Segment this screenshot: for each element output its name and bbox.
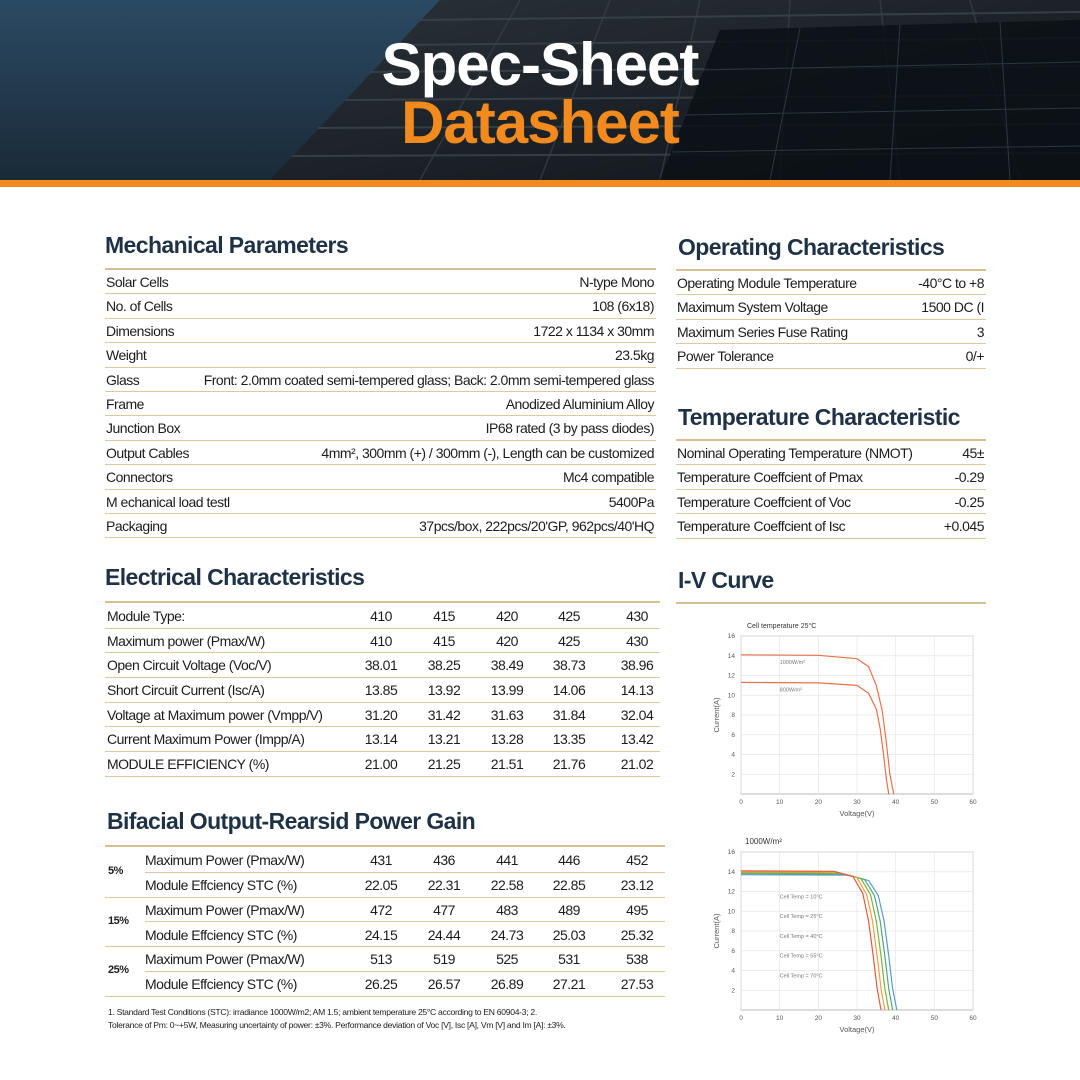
chart-title: Cell temperature 25°C (747, 623, 817, 630)
bifacial-gain: 15% (108, 914, 129, 927)
bifacial-label: Module Effciency STC (%) (145, 877, 297, 893)
mechanical-value: Mc4 compatible (562, 469, 654, 486)
title-line-1: Spec-Sheet (381, 31, 699, 98)
mechanical-value: IP68 rated (3 by pass diodes) (485, 420, 654, 437)
electrical-cell: 430 (626, 632, 648, 649)
bifacial-cell: 24.15 (364, 926, 398, 943)
bifacial-cell: 22.85 (552, 877, 586, 893)
bifacial-row (145, 947, 665, 972)
electrical-cell: 13.92 (427, 682, 461, 699)
mechanical-label: Junction Box (106, 420, 181, 437)
bifacial-cell: 472 (370, 901, 392, 918)
footnote-line-1: 1. Standard Test Conditions (STC): irradiance 1000W/m2; AM 1.5; ambient temperature 25°C according to EN 60904-3; 2. (108, 1007, 537, 1017)
bifacial-gain: 25% (108, 964, 129, 976)
operating-title-clip (676, 230, 986, 270)
y-tick-label: 10 (727, 908, 735, 916)
bifacial-cell: 452 (626, 852, 648, 868)
electrical-cell: 420 (496, 608, 518, 624)
mechanical-value: 23.5kg (614, 347, 654, 364)
bifacial-cell: 538 (626, 951, 648, 967)
bifacial-cell: 22.58 (490, 877, 524, 893)
series-label: Cell Temp = 25°C (779, 914, 823, 921)
electrical-row (105, 703, 660, 728)
electrical-cell: 13.42 (620, 731, 654, 748)
mechanical-value: N-type Mono (579, 274, 654, 290)
y-tick-label: 10 (727, 692, 735, 700)
bifacial-label: Module Effciency STC (%) (145, 926, 297, 943)
electrical-cell: 415 (433, 632, 455, 649)
y-tick-label: 4 (731, 751, 735, 759)
bifacial-cell: 26.89 (490, 976, 524, 992)
mechanical-value: Anodized Aluminium Alloy (505, 395, 654, 412)
electrical-row (105, 727, 660, 752)
temperature-row (676, 465, 986, 489)
mechanical-label: Weight (106, 347, 147, 364)
bifacial-cell: 26.25 (364, 976, 398, 992)
mechanical-value: 4mm², 300mm (+) / 300mm (-), Length can be customized (321, 444, 654, 461)
mechanical-row (105, 392, 656, 416)
bifacial-cell: 25.03 (552, 926, 586, 943)
electrical-cell: 13.85 (364, 682, 398, 699)
electrical-label: Module Type: (107, 608, 185, 624)
bifacial-group (105, 848, 665, 898)
x-axis-label: Voltage(V) (839, 809, 875, 818)
electrical-cell: 425 (558, 608, 580, 624)
temperature-title-clip (676, 400, 986, 440)
series-label: 1000W/m² (779, 659, 806, 666)
x-tick-label: 0 (739, 799, 743, 806)
bifacial-cell: 483 (496, 901, 518, 918)
mechanical-label: Connectors (106, 469, 173, 486)
temperature-clip (676, 441, 986, 541)
operating-table (676, 271, 986, 369)
temperature-label: Temperature Coeffcient of Voc (677, 493, 851, 510)
electrical-label: MODULE EFFICIENCY (%) (107, 756, 269, 773)
y-tick-label: 8 (731, 928, 735, 935)
mechanical-row (105, 514, 656, 538)
operating-value: -40°C to +8 (918, 275, 984, 291)
electrical-cell: 14.13 (620, 682, 654, 699)
electrical-cell: 21.51 (490, 756, 524, 773)
electrical-cell: 13.28 (490, 731, 524, 748)
bifacial-cell: 495 (626, 901, 648, 918)
bifacial-cell: 25.32 (620, 926, 654, 943)
operating-row (676, 320, 986, 344)
operating-label: Power Tolerance (677, 348, 774, 365)
electrical-cell: 13.14 (364, 731, 398, 748)
bifacial-cell: 23.12 (620, 877, 654, 893)
y-tick-label: 16 (727, 633, 735, 640)
bifacial-rule (105, 845, 665, 847)
electrical-cell: 420 (496, 632, 518, 649)
bifacial-row (145, 972, 665, 997)
operating-row (676, 344, 986, 368)
electrical-cell: 21.00 (364, 756, 398, 773)
electrical-cell: 415 (433, 608, 455, 624)
operating-label: Maximum System Voltage (677, 299, 828, 316)
mechanical-value: Front: 2.0mm coated semi-tempered glass; Back: 2.0mm semi-tempered glass (203, 371, 654, 388)
x-tick-label: 20 (814, 1015, 822, 1022)
header-accent-bar (0, 180, 1080, 187)
temperature-row (676, 514, 986, 538)
mechanical-label: M echanical load testl (106, 493, 230, 510)
mechanical-value: 37pcs/box, 222pcs/20'GP, 962pcs/40'HQ (419, 517, 654, 534)
bifacial-cell: 27.53 (620, 976, 654, 992)
mechanical-label: Solar Cells (106, 274, 169, 290)
electrical-cell: 13.35 (552, 731, 586, 748)
iv-chart-temperature (705, 830, 985, 1036)
temperature-table (676, 441, 986, 539)
bifacial-cell: 477 (433, 901, 455, 918)
series-label: Cell Temp = 55°C (779, 953, 823, 960)
series-label: Cell Temp = 40°C (779, 933, 823, 940)
electrical-label: Current Maximum Power (Impp/A) (107, 731, 305, 748)
electrical-row (105, 604, 660, 629)
operating-title: Operating Characteristics (678, 234, 945, 260)
mechanical-row (105, 465, 656, 489)
bifacial-cell: 22.31 (427, 877, 461, 893)
y-tick-label: 14 (727, 652, 735, 660)
bifacial-cell: 531 (558, 951, 580, 967)
x-tick-label: 40 (892, 799, 900, 806)
mechanical-value: 1722 x 1134 x 30mm (533, 322, 654, 339)
bifacial-cell: 431 (370, 852, 392, 868)
bifacial-cell: 441 (496, 852, 518, 868)
bifacial-cell: 519 (433, 951, 455, 967)
mechanical-row (105, 343, 656, 367)
bifacial-cell: 24.73 (490, 926, 524, 943)
temperature-row (676, 490, 986, 514)
y-tick-label: 14 (727, 868, 735, 876)
mechanical-title: Mechanical Parameters (105, 232, 349, 258)
electrical-cell: 430 (626, 608, 648, 624)
x-tick-label: 30 (853, 799, 861, 806)
y-tick-label: 12 (727, 672, 735, 680)
hero-banner (0, 0, 1080, 180)
y-tick-label: 6 (731, 947, 735, 955)
bifacial-cell: 513 (370, 951, 392, 967)
electrical-cell: 13.21 (427, 731, 461, 748)
x-tick-label: 10 (776, 799, 784, 806)
electrical-row (105, 653, 660, 678)
title-line-2: Datasheet (401, 89, 679, 156)
electrical-cell: 38.73 (552, 657, 586, 674)
mechanical-row (105, 294, 656, 318)
mechanical-table (105, 270, 656, 538)
bifacial-label: Maximum Power (Pmax/W) (145, 951, 305, 967)
bifacial-gain: 5% (108, 865, 123, 877)
temperature-title: Temperature Characteristic (678, 404, 960, 430)
mechanical-row (105, 368, 656, 392)
x-axis-label: Voltage(V) (839, 1025, 875, 1034)
bifacial-group (105, 947, 665, 997)
operating-value: 3 (976, 323, 984, 340)
x-tick-label: 50 (930, 1015, 938, 1022)
electrical-cell: 410 (370, 632, 392, 649)
electrical-cell: 38.25 (427, 657, 461, 674)
electrical-cell: 32.04 (620, 706, 654, 723)
iv-curve-rule (676, 602, 986, 604)
electrical-label: Maximum power (Pmax/W) (107, 632, 265, 649)
bifacial-row (145, 873, 665, 898)
electrical-cell: 38.01 (364, 657, 398, 674)
y-axis-label: Current(A) (712, 697, 721, 733)
y-tick-label: 4 (731, 967, 735, 975)
electrical-cell: 31.20 (364, 706, 398, 723)
mechanical-label: Frame (106, 395, 144, 412)
temperature-row (676, 441, 986, 465)
y-tick-label: 12 (727, 888, 735, 896)
mechanical-value: 108 (6x18) (592, 298, 654, 315)
bifacial-row (145, 848, 665, 873)
y-tick-label: 8 (731, 712, 735, 719)
bifacial-label: Maximum Power (Pmax/W) (145, 852, 305, 868)
electrical-cell: 425 (558, 632, 580, 649)
electrical-label: Open Circuit Voltage (Voc/V) (107, 657, 272, 674)
operating-row (676, 271, 986, 295)
electrical-cell: 31.42 (427, 706, 461, 723)
bifacial-label: Maximum Power (Pmax/W) (145, 901, 305, 918)
electrical-cell: 13.99 (490, 682, 524, 699)
electrical-label: Short Circuit Current (Isc/A) (107, 682, 265, 699)
electrical-cell: 31.84 (552, 706, 586, 723)
bifacial-cell: 27.21 (552, 976, 586, 992)
operating-label: Maximum Series Fuse Rating (677, 323, 848, 340)
mechanical-label: Output Cables (106, 444, 189, 461)
bifacial-label: Module Effciency STC (%) (145, 976, 297, 992)
bifacial-cell: 446 (558, 852, 580, 868)
temperature-label: Nominal Operating Temperature (NMOT) (677, 445, 913, 461)
electrical-row (105, 752, 660, 777)
electrical-row (105, 629, 660, 654)
x-tick-label: 30 (853, 1015, 861, 1022)
electrical-cell: 410 (370, 608, 392, 624)
x-tick-label: 60 (969, 1015, 977, 1022)
iv-curve-title: I-V Curve (678, 567, 774, 593)
x-tick-label: 60 (969, 799, 977, 806)
operating-label: Operating Module Temperature (677, 275, 857, 291)
mechanical-label: Glass (106, 371, 140, 388)
y-axis-label: Current(A) (712, 913, 721, 949)
operating-row (676, 295, 986, 319)
temperature-value: -0.25 (954, 493, 984, 510)
series-label: 800W/m² (779, 687, 802, 694)
mechanical-row (105, 270, 656, 294)
electrical-cell: 21.02 (620, 756, 654, 773)
mechanical-row (105, 490, 656, 514)
electrical-cell: 14.06 (552, 682, 586, 699)
x-tick-label: 0 (739, 1015, 743, 1022)
x-tick-label: 10 (776, 1015, 784, 1022)
electrical-cell: 38.96 (620, 657, 654, 674)
bifacial-title: Bifacial Output-Rearsid Power Gain (107, 808, 476, 834)
electrical-rule (105, 601, 660, 603)
electrical-cell: 38.49 (490, 657, 524, 674)
bifacial-group (105, 898, 665, 948)
mechanical-label: No. of Cells (106, 298, 173, 315)
electrical-label: Voltage at Maximum power (Vmpp/V) (107, 706, 323, 723)
electrical-cell: 21.25 (427, 756, 461, 773)
series-label: Cell Temp = 70°C (779, 973, 823, 980)
operating-value: 1500 DC (I (921, 299, 984, 316)
electrical-title: Electrical Characteristics (105, 564, 365, 590)
temperature-value: -0.29 (954, 469, 984, 486)
x-tick-label: 40 (892, 1015, 900, 1022)
mechanical-value: 5400Pa (608, 493, 654, 510)
series-label: Cell Temp = 10°C (779, 894, 823, 901)
bifacial-cell: 489 (558, 901, 580, 918)
footnote (108, 1006, 678, 1032)
y-tick-label: 6 (731, 731, 735, 739)
bifacial-row (145, 898, 665, 923)
temperature-value: +0.045 (943, 518, 984, 535)
x-tick-label: 50 (930, 799, 938, 806)
mechanical-label: Packaging (106, 517, 167, 534)
electrical-cell: 21.76 (552, 756, 586, 773)
mechanical-row (105, 416, 656, 440)
footnote-line-2: Tolerance of Pm: 0~+5W, Measuring uncertainty of power: ±3%. Performance deviation of Voc [V], Isc [A], Vm [V] and Im [A]: ±3%. (108, 1020, 566, 1030)
x-tick-label: 20 (814, 799, 822, 806)
mechanical-row (105, 319, 656, 343)
bifacial-cell: 22.05 (364, 877, 398, 893)
temperature-label: Temperature Coeffcient of Isc (677, 518, 846, 535)
y-tick-label: 2 (731, 771, 735, 779)
iv-chart-irradiance (705, 614, 985, 820)
y-tick-label: 16 (727, 849, 735, 856)
y-tick-label: 2 (731, 987, 735, 995)
bifacial-row (145, 923, 665, 948)
electrical-row (105, 678, 660, 703)
bifacial-table (105, 848, 665, 997)
mechanical-label: Dimensions (106, 322, 175, 339)
bifacial-cell: 436 (433, 852, 455, 868)
mechanical-row (105, 441, 656, 465)
bifacial-cell: 24.44 (427, 926, 461, 943)
operating-clip (676, 271, 986, 371)
bifacial-cell: 525 (496, 951, 518, 967)
bifacial-cell: 26.57 (427, 976, 461, 992)
chart-title: 1000W/m² (745, 837, 782, 846)
operating-value: 0/+ (965, 348, 984, 365)
temperature-value: 45± (962, 445, 984, 461)
electrical-table (105, 604, 660, 777)
temperature-label: Temperature Coeffcient of Pmax (677, 469, 863, 486)
electrical-cell: 31.63 (490, 706, 524, 723)
